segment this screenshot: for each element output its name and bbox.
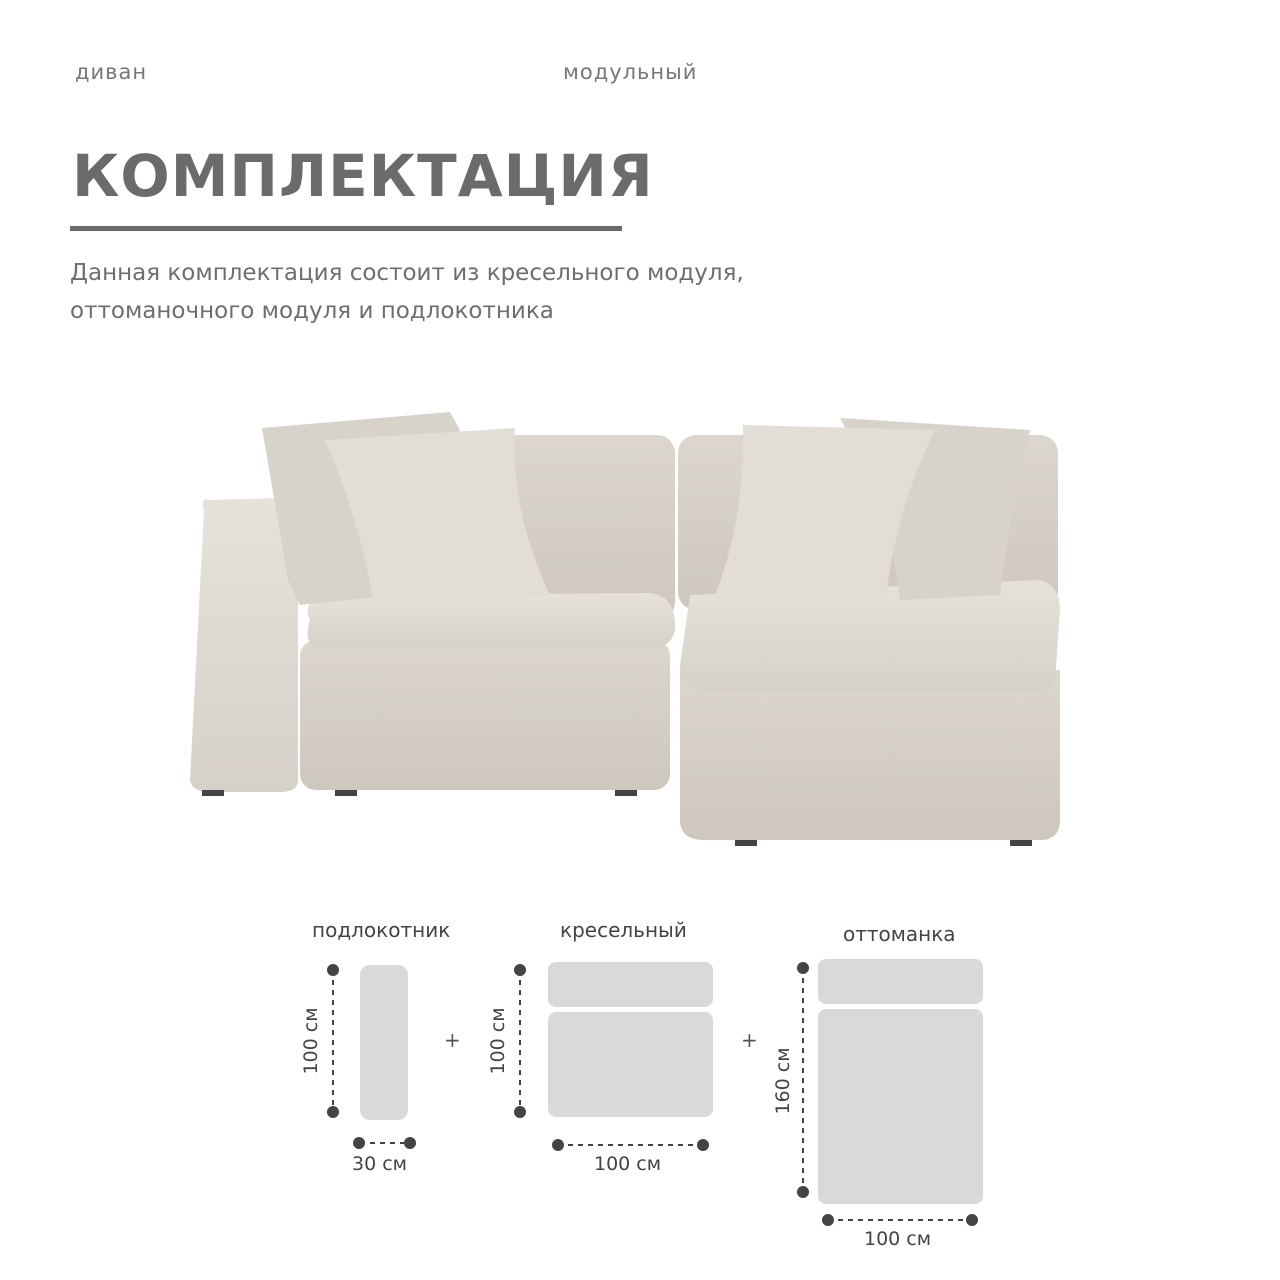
type-tag: модульный	[563, 60, 698, 84]
ottoman-height-label: 160 см	[772, 1047, 794, 1115]
chair-width-label: 100 см	[594, 1153, 662, 1175]
armrest-height-label: 100 см	[300, 1007, 322, 1075]
module-label-ottoman: оттоманка	[843, 922, 956, 946]
description-line-1: Данная комплектация состоит из кресельного модуля,	[70, 260, 744, 286]
dim-dot	[327, 1106, 339, 1118]
ottoman-seat-shape	[818, 1009, 983, 1204]
dim-dot	[822, 1214, 834, 1226]
plus-sign-2: +	[741, 1028, 758, 1052]
dim-dot	[514, 964, 526, 976]
plus-sign-1: +	[444, 1028, 461, 1052]
dim-dot	[327, 964, 339, 976]
dim-dot	[966, 1214, 978, 1226]
chair-back-shape	[548, 962, 713, 1007]
page-title: КОМПЛЕКТАЦИЯ	[72, 142, 654, 210]
ottoman-back-shape	[818, 959, 983, 1004]
dim-dot	[797, 1186, 809, 1198]
module-label-chair: кресельный	[560, 918, 687, 942]
dim-dot	[353, 1137, 365, 1149]
category-tag: диван	[75, 60, 148, 84]
armrest-module-shape	[360, 965, 408, 1120]
ottoman-width-label: 100 см	[864, 1228, 932, 1250]
dim-dot	[514, 1106, 526, 1118]
module-label-armrest: подлокотник	[312, 918, 451, 942]
dim-dot	[697, 1139, 709, 1151]
dim-dot	[797, 962, 809, 974]
chair-seat-shape	[548, 1012, 713, 1117]
description-line-2: оттоманочного модуля и подлокотника	[70, 298, 554, 324]
armrest-width-label: 30 см	[352, 1153, 407, 1175]
dim-dot	[404, 1137, 416, 1149]
chair-height-label: 100 см	[487, 1007, 509, 1075]
dim-dot	[552, 1139, 564, 1151]
